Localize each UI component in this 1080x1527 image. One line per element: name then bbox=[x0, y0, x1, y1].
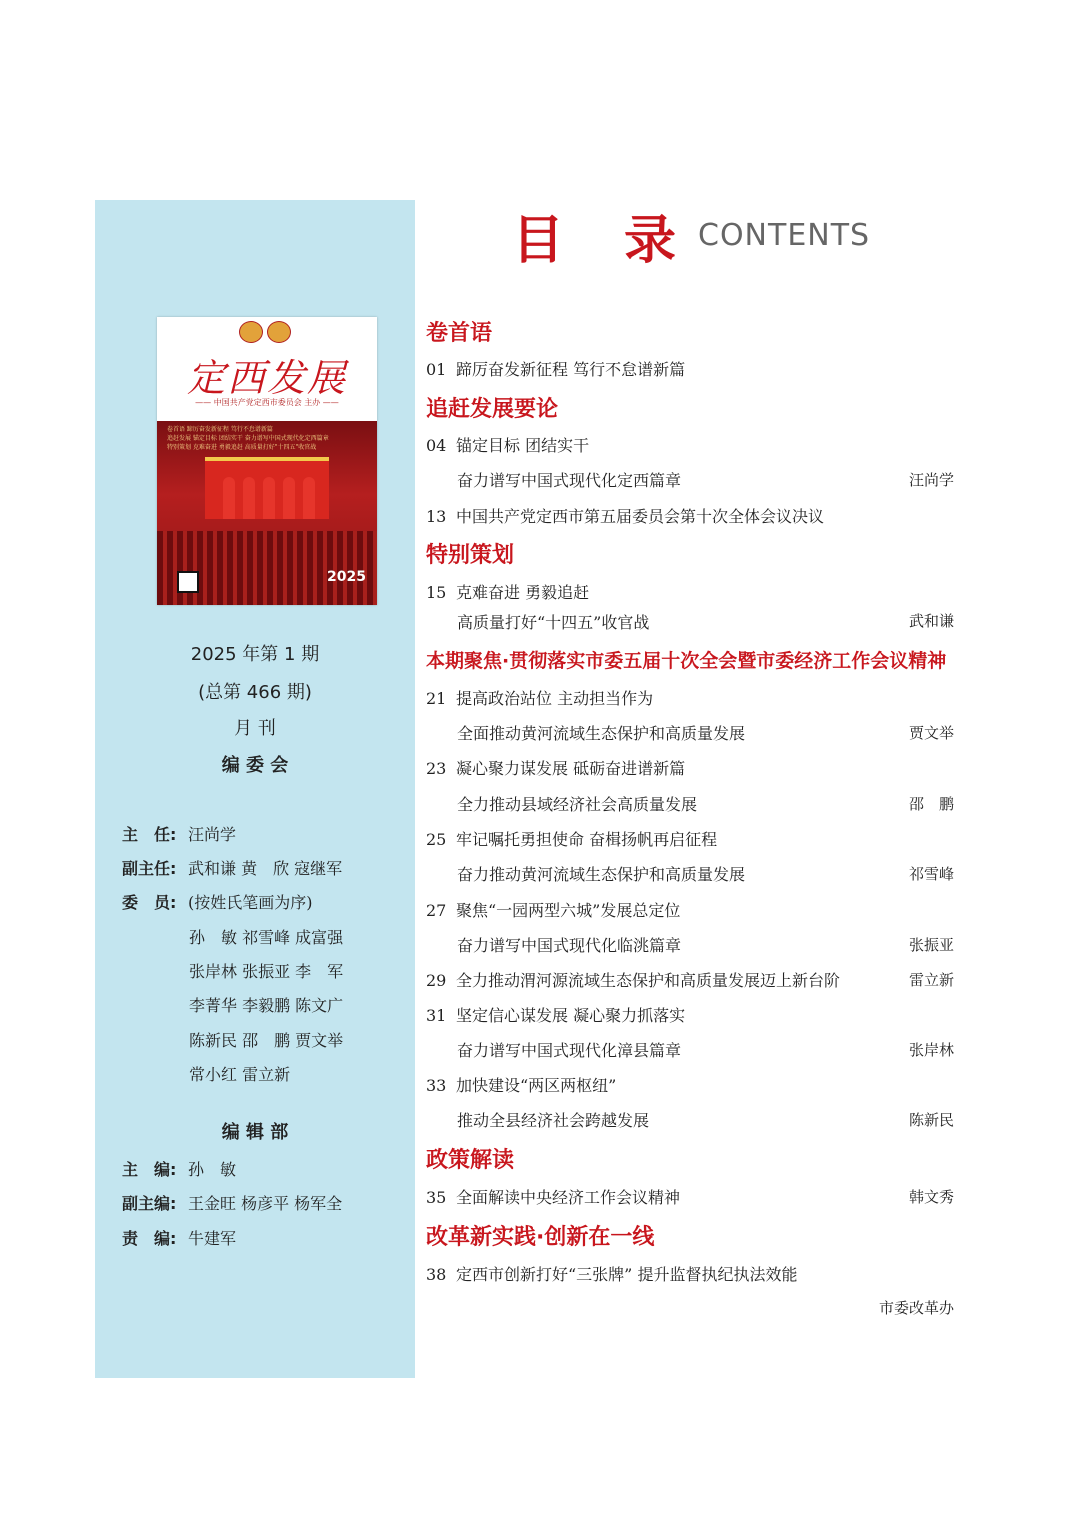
toc-entry[interactable] bbox=[426, 756, 685, 779]
page-number: 29 bbox=[426, 971, 447, 990]
issue-total: (总第 466 期) bbox=[198, 682, 312, 703]
editorial-heading: 编 辑 部 bbox=[221, 1122, 289, 1143]
entry-subtitle[interactable]: 高质量打好“十四五”收官战 bbox=[457, 613, 650, 632]
toc-entry[interactable] bbox=[426, 1262, 797, 1285]
entry-author: 贾文举 bbox=[908, 724, 954, 742]
section-title[interactable]: 追赶发展要论 bbox=[426, 397, 559, 422]
entry-subtitle[interactable]: 奋力谱写中国式现代化漳县篇章 bbox=[457, 1041, 682, 1060]
members-line bbox=[122, 890, 313, 913]
toc-entry[interactable] bbox=[426, 357, 685, 380]
entry-author: 陈新民 bbox=[908, 1111, 954, 1129]
entry-author: 祁雪峰 bbox=[908, 865, 954, 883]
resp-editor-line bbox=[122, 1226, 236, 1249]
page-number: 23 bbox=[426, 759, 447, 778]
members-row: 陈新民 邵 鹏 贾文举 bbox=[189, 1031, 344, 1050]
toc-entry[interactable] bbox=[426, 580, 589, 603]
flag-icon bbox=[303, 477, 315, 519]
cover-emblems bbox=[239, 321, 291, 343]
deputy-label: 副主任: bbox=[122, 859, 177, 878]
page-number: 15 bbox=[426, 583, 447, 602]
resp-editor-name: 牛建军 bbox=[188, 1229, 237, 1248]
page-number: 13 bbox=[426, 507, 447, 526]
issue-frequency: 月 刊 bbox=[234, 718, 276, 739]
members-label: 委 员: bbox=[122, 893, 177, 912]
toc-entry[interactable] bbox=[426, 968, 840, 991]
toc-entry[interactable] bbox=[426, 898, 680, 921]
page-number: 04 bbox=[426, 436, 447, 455]
deputy-line bbox=[122, 856, 342, 879]
deputy-editor-names: 王金旺 杨彦平 杨军全 bbox=[188, 1194, 343, 1213]
entry-author: 张振亚 bbox=[908, 936, 954, 954]
entry-title: 克难奋进 勇毅追赶 bbox=[456, 583, 590, 602]
entry-title: 定西市创新打好“三张牌” 提升监督执纪执法效能 bbox=[456, 1265, 798, 1284]
section-title[interactable]: 改革新实践·创新在一线 bbox=[426, 1225, 655, 1250]
entry-subtitle[interactable]: 全面推动黄河流域生态保护和高质量发展 bbox=[457, 724, 746, 743]
toc-entry[interactable] bbox=[426, 1003, 685, 1026]
toc-entry[interactable] bbox=[426, 827, 717, 850]
entry-title: 坚定信心谋发展 凝心聚力抓落实 bbox=[456, 1006, 686, 1025]
stage-graphic bbox=[205, 457, 329, 519]
cover-headline: 追赶发展 锚定目标 团结实干 奋力谱写中国式现代化定西篇章 bbox=[167, 435, 329, 442]
deputy-names: 武和谦 黄 欣 寇继军 bbox=[188, 859, 343, 878]
entry-subtitle[interactable]: 全力推动县域经济社会高质量发展 bbox=[457, 795, 698, 814]
resp-editor-label: 责 编: bbox=[122, 1229, 177, 1248]
cover-header bbox=[157, 317, 377, 421]
members-row: 孙 敏 祁雪峰 成富强 bbox=[189, 928, 344, 947]
chief-editor-name: 孙 敏 bbox=[188, 1160, 237, 1179]
entry-author: 武和谦 bbox=[908, 612, 954, 630]
entry-title: 牢记嘱托勇担使命 奋楫扬帆再启征程 bbox=[456, 830, 718, 849]
entry-author: 市委改革办 bbox=[878, 1299, 954, 1317]
auditorium-seats bbox=[157, 531, 377, 605]
director-label: 主 任: bbox=[122, 825, 177, 844]
entry-title: 加快建设“两区两枢纽” bbox=[456, 1076, 617, 1095]
entry-title: 全力推动渭河源流域生态保护和高质量发展迈上新台阶 bbox=[456, 971, 841, 990]
page-number: 31 bbox=[426, 1006, 447, 1025]
flag-icon bbox=[223, 477, 235, 519]
cover-headlines bbox=[167, 425, 367, 452]
cover-photo bbox=[157, 421, 377, 605]
entry-author: 邵 鹏 bbox=[908, 795, 954, 813]
entry-subtitle[interactable]: 推动全县经济社会跨越发展 bbox=[457, 1111, 650, 1130]
members-note: (按姓氏笔画为序) bbox=[188, 893, 313, 912]
issue-year: 2025 年第 1 期 bbox=[190, 644, 320, 665]
toc-entry[interactable] bbox=[426, 504, 824, 527]
page-number: 33 bbox=[426, 1076, 447, 1095]
section-title[interactable]: 卷首语 bbox=[426, 321, 493, 346]
entry-title: 凝心聚力谋发展 砥砺奋进谱新篇 bbox=[456, 759, 686, 778]
entry-title: 中国共产党定西市第五届委员会第十次全体会议决议 bbox=[456, 507, 825, 526]
contents-title-en: CONTENTS bbox=[698, 218, 871, 253]
members-row: 常小红 雷立新 bbox=[189, 1065, 291, 1084]
entry-author: 雷立新 bbox=[908, 971, 954, 989]
page-number: 01 bbox=[426, 360, 447, 379]
deputy-editor-line bbox=[122, 1191, 342, 1214]
page-number: 25 bbox=[426, 830, 447, 849]
entry-title: 锚定目标 团结实干 bbox=[456, 436, 590, 455]
board-heading: 编 委 会 bbox=[221, 755, 289, 776]
members-row: 李菁华 李毅鹏 陈文广 bbox=[189, 996, 344, 1015]
page-number: 21 bbox=[426, 689, 447, 708]
qr-code-icon bbox=[177, 571, 199, 593]
section-title[interactable]: 特别策划 bbox=[426, 543, 515, 568]
entry-author: 张岸林 bbox=[908, 1041, 954, 1059]
toc-entry[interactable] bbox=[426, 1073, 616, 1096]
flag-icon bbox=[283, 477, 295, 519]
cover-year: 2025 bbox=[327, 569, 366, 585]
cover-headline: 卷首语 蹄厉奋发新征程 笃行不怠谱新篇 bbox=[167, 426, 273, 433]
entry-title: 全面解读中央经济工作会议精神 bbox=[456, 1188, 681, 1207]
entry-subtitle[interactable]: 奋力谱写中国式现代化临洮篇章 bbox=[457, 936, 682, 955]
emblem-icon bbox=[267, 321, 291, 343]
entry-author: 汪尚学 bbox=[908, 471, 954, 489]
director-name: 汪尚学 bbox=[188, 825, 237, 844]
entry-title: 聚焦“一园两型六城”发展总定位 bbox=[456, 901, 681, 920]
chief-editor-label: 主 编: bbox=[122, 1160, 177, 1179]
entry-author: 韩文秀 bbox=[908, 1188, 954, 1206]
entry-subtitle[interactable]: 奋力推动黄河流域生态保护和高质量发展 bbox=[457, 865, 746, 884]
cover-headline: 特别策划 克难奋进 勇毅追赶 高质量打好"十四五"收官战 bbox=[167, 444, 317, 451]
toc-entry[interactable] bbox=[426, 686, 653, 709]
page-number: 27 bbox=[426, 901, 447, 920]
cover-title: 定西发展 bbox=[186, 356, 347, 400]
entry-title: 蹄厉奋发新征程 笃行不怠谱新篇 bbox=[456, 360, 686, 379]
emblem-icon bbox=[239, 321, 263, 343]
page-number: 35 bbox=[426, 1188, 447, 1207]
members-row: 张岸林 张振亚 李 军 bbox=[189, 962, 344, 981]
section-title[interactable]: 政策解读 bbox=[426, 1148, 515, 1173]
page-number: 38 bbox=[426, 1265, 447, 1284]
toc-entry[interactable] bbox=[426, 433, 589, 456]
flag-icon bbox=[263, 477, 275, 519]
contents-title-cn: 目录 bbox=[512, 211, 737, 271]
deputy-editor-label: 副主编: bbox=[122, 1194, 177, 1213]
toc-entry[interactable] bbox=[426, 1185, 680, 1208]
section-title[interactable]: 本期聚焦·贯彻落实市委五届十次全会暨市委经济工作会议精神 bbox=[426, 650, 947, 672]
chief-editor-line bbox=[122, 1157, 236, 1180]
entry-subtitle[interactable]: 奋力谱写中国式现代化定西篇章 bbox=[457, 471, 682, 490]
entry-title: 提高政治站位 主动担当作为 bbox=[456, 689, 654, 708]
director-line bbox=[122, 822, 236, 845]
flag-icon bbox=[243, 477, 255, 519]
cover-subtitle: —— 中国共产党定西市委员会 主办 —— bbox=[195, 398, 339, 407]
magazine-cover-image[interactable] bbox=[157, 317, 377, 605]
